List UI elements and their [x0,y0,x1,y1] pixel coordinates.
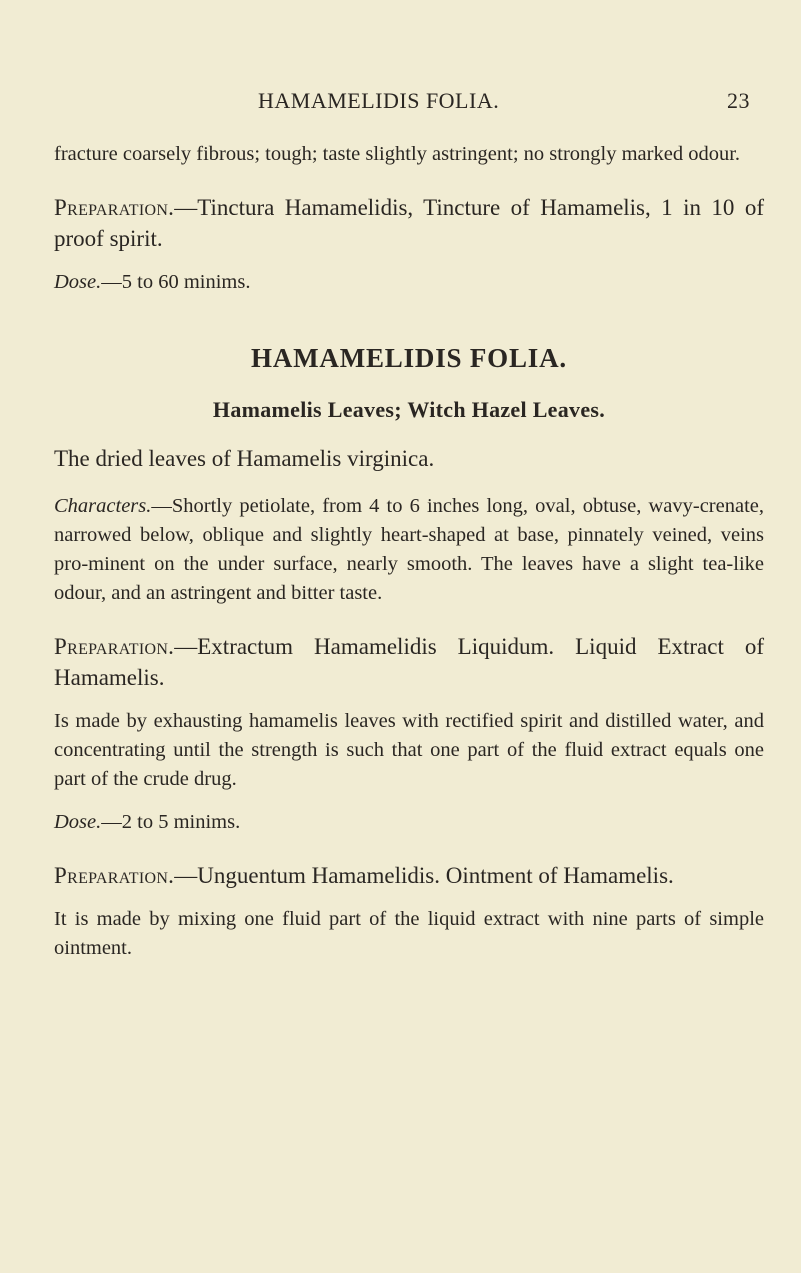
section-subheading: Hamamelis Leaves; Witch Hazel Leaves. [212,397,606,422]
dose-text: —5 to 60 minims. [101,271,251,293]
running-title: HAMAMELIDIS FOLIA. [258,88,500,113]
preparation-extract [54,631,764,693]
preparation-ointment [54,860,764,891]
preparation-text: —Tinctura Hamamelidis, Tincture of Hamamelis, 1 in 10 of proof spirit. [54,195,764,251]
preparation-text: —Unguentum Hamamelidis. Ointment of Hamamelis. [174,863,674,888]
characters-paragraph [54,492,764,608]
dose-label: Dose. [54,811,102,833]
page-header [0,88,801,118]
definition: The dried leaves of Hamamelis virginica. [54,446,435,471]
dose-tincture [54,268,764,297]
dose-extract [54,808,764,837]
process-extract: Is made by exhausting hamamelis leaves with rectified spirit and distilled water, and concentrating until the strength is such that one part of the fluid extract equals one part of the crude drug. [54,710,764,790]
preparation-label: Preparation. [54,195,175,220]
characters-text: —Shortly petiolate, from 4 to 6 inches long, oval, obtuse, wavy-crenate, narrowed below, oblique and slightly heart-shaped at base, pinnately veined, veins pro-minent on the under surface, nearly smooth. The leaves have a slight tea-like odour, and an astringent and bitter taste. [54,495,764,604]
section-heading: HAMAMELIDIS FOLIA. [251,343,567,373]
page-body [54,140,764,963]
page-number: 23 [727,88,750,113]
preparation-label: Preparation. [54,863,175,888]
preparation-text: —Extractum Hamamelidis Liquidum. Liquid Extract of Hamamelis. [54,634,764,690]
process-ointment: It is made by mixing one fluid part of the liquid extract with nine parts of simple ointment. [54,908,764,959]
dose-text: —2 to 5 minims. [101,811,241,833]
preparation-tincture [54,192,764,254]
preparation-label: Preparation. [54,634,175,659]
dose-label: Dose. [54,271,102,293]
continuation-text: fracture coarsely fibrous; tough; taste slightly astringent; no strongly marked odour. [54,143,741,165]
characters-label: Characters. [54,495,152,517]
continuation-paragraph [54,140,764,169]
